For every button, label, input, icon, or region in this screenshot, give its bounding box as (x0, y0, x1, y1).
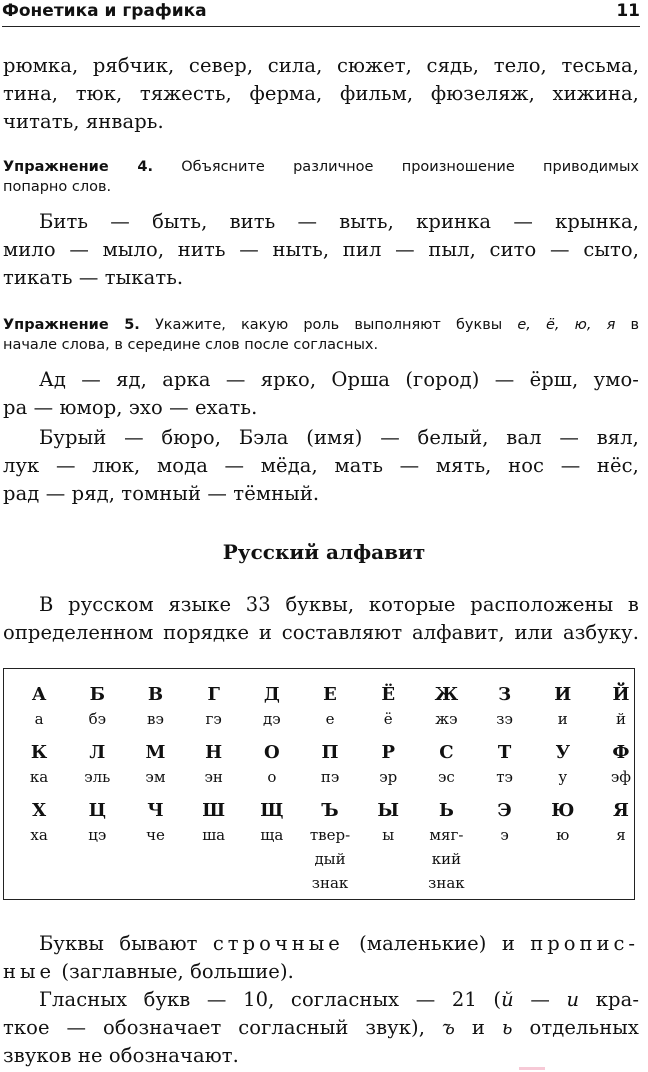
alphabet-letter-name: ё (383, 710, 393, 728)
alphabet-cell (68, 741, 126, 789)
alphabet-cell (10, 799, 68, 895)
exercise-5-words-1 (3, 366, 639, 422)
exercise-5-words-2 (3, 424, 639, 508)
word-line: читать, январь. (3, 110, 164, 133)
alphabet-letter: Ж (434, 684, 459, 705)
scan-mark (519, 1067, 545, 1070)
alphabet-letter-name: тэ (496, 768, 513, 786)
alphabet-letter: И (554, 684, 572, 705)
alphabet-cell (359, 683, 417, 731)
text-run: (маленькие) и (343, 932, 531, 955)
alphabet-cell (185, 741, 243, 789)
alphabet-letter-name: зэ (496, 710, 513, 728)
alphabet-letter: Ъ (321, 800, 339, 821)
alphabet-letter: Г (207, 684, 220, 705)
italic-letter: ъ (441, 1016, 456, 1039)
exercise-text: попарно слов. (3, 179, 112, 195)
alphabet-letter-name: эс (438, 768, 455, 786)
emphasis-lowercase: строчные (212, 932, 344, 955)
alphabet-grid (10, 683, 648, 895)
alphabet-cell (301, 799, 359, 895)
emphasis-uppercase: ные (3, 960, 56, 983)
word-line: лук — люк, мода — мёда, мать — мять, нос — нёс, (3, 454, 639, 477)
alphabet-cell (68, 799, 126, 895)
section-title: Русский алфавит (222, 540, 426, 564)
emphasis-uppercase: пропис- (530, 932, 639, 955)
alphabet-letter-name: бэ (88, 710, 106, 728)
paragraph-letter-case (3, 930, 639, 986)
text-run: (заглавные, большие). (55, 960, 294, 983)
running-header (2, 0, 640, 27)
alphabet-letter: Й (612, 684, 630, 705)
alphabet-cell (534, 683, 592, 731)
alphabet-cell (243, 741, 301, 789)
word-line: ра — юмор, эхо — ехать. (3, 396, 258, 419)
alphabet-letter-name: а (34, 710, 44, 728)
alphabet-letter: Ю (551, 800, 575, 821)
alphabet-letter: Щ (260, 800, 284, 821)
italic-letter: и (566, 988, 580, 1011)
italic-letter: й (501, 988, 514, 1011)
alphabet-cell (417, 799, 475, 895)
alphabet-letter: Ф (612, 742, 630, 763)
exercise-label: Упражнение 5. (3, 317, 140, 333)
alphabet-letter: Т (497, 742, 512, 763)
exercise-text: начале слова, в середине слов после согласных. (3, 337, 379, 353)
word-line: Ад — яд, арка — ярко, Орша (город) — ёрш, умо- (39, 368, 639, 391)
alphabet-letter-name: эф (610, 768, 632, 786)
alphabet-letter-name: эм (145, 768, 166, 786)
word-line: Бурый — бюро, Бэла (имя) — белый, вал — вял, (39, 426, 639, 449)
alphabet-letter: Л (89, 742, 106, 763)
alphabet-letter: М (145, 742, 166, 763)
alphabet-letter: Х (32, 800, 47, 821)
alphabet-letter: Ш (202, 800, 226, 821)
italic-letter: ь (501, 1016, 513, 1039)
word-line: тина, тюк, тяжесть, ферма, фильм, фюзеляж, хижина, (3, 82, 639, 105)
alphabet-cell (476, 683, 534, 731)
alphabet-letter: Е (323, 684, 337, 705)
alphabet-letter: Ц (88, 800, 106, 821)
alphabet-letter: Э (497, 800, 512, 821)
word-line: тикать — тыкать. (3, 266, 184, 289)
alphabet-letter-name: твер- дый знак (309, 826, 351, 892)
alphabet-cell (417, 741, 475, 789)
exercise-letters: е, ё, ю, я (517, 317, 616, 333)
alphabet-letter: Ё (381, 684, 396, 705)
alphabet-cell (534, 741, 592, 789)
alphabet-letter-name: ка (29, 768, 49, 786)
alphabet-letter-name: ха (30, 826, 48, 844)
alphabet-letter: У (555, 742, 571, 763)
alphabet-letter-name: эн (204, 768, 223, 786)
word-line: рюмка, рябчик, север, сила, сюжет, сядь, тело, тесьма, (3, 54, 639, 77)
exercise-text: Укажите, какую роль выполняют буквы (139, 317, 518, 333)
alphabet-table (3, 668, 635, 900)
alphabet-letter-name: е (325, 710, 335, 728)
alphabet-letter: К (30, 742, 48, 763)
alphabet-cell (68, 683, 126, 731)
alphabet-letter-name: и (557, 710, 568, 728)
text-line (3, 930, 639, 958)
alphabet-letter: Р (381, 742, 395, 763)
alphabet-cell (185, 799, 243, 895)
intro-line: В русском языке 33 буквы, которые расположены в (39, 593, 639, 616)
alphabet-letter: Ы (377, 800, 400, 821)
text-run: — (513, 988, 567, 1011)
alphabet-letter-name: эль (84, 768, 111, 786)
alphabet-cell (126, 741, 184, 789)
text-run: ткое — обозначает согласный звук), (3, 1016, 442, 1039)
exercise-label: Упражнение 4. (3, 159, 153, 175)
alphabet-letter: А (31, 684, 47, 705)
alphabet-cell (359, 741, 417, 789)
alphabet-cell (534, 799, 592, 895)
alphabet-cell (243, 799, 301, 895)
alphabet-cell (185, 683, 243, 731)
alphabet-letter-name: о (267, 768, 277, 786)
alphabet-letter: В (147, 684, 164, 705)
text-run: кра- (579, 988, 640, 1011)
alphabet-cell (243, 683, 301, 731)
text-run: отдельных (512, 1016, 640, 1039)
intro-line: определенном порядке и составляют алфавит, или азбуку. (3, 621, 639, 644)
alphabet-cell (592, 741, 648, 789)
alphabet-letter: Б (89, 684, 105, 705)
text-line (3, 986, 639, 1014)
alphabet-cell (592, 683, 648, 731)
exercise-4-instruction (3, 157, 639, 197)
text-run: Буквы бывают (39, 932, 213, 955)
alphabet-letter-name: й (615, 710, 626, 728)
alphabet-cell (359, 799, 417, 895)
alphabet-letter-name: дэ (263, 710, 281, 728)
alphabet-cell (476, 799, 534, 895)
alphabet-letter: О (264, 742, 280, 763)
alphabet-letter: Я (613, 800, 629, 821)
exercise-text: в (615, 317, 639, 333)
page-number: 11 (616, 1, 640, 21)
alphabet-letter-name: ща (260, 826, 284, 844)
alphabet-letter-name: пэ (320, 768, 340, 786)
alphabet-letter: П (321, 742, 339, 763)
alphabet-letter-name: ша (202, 826, 226, 844)
alphabet-letter: Д (263, 684, 280, 705)
word-line: мило — мыло, нить — ныть, пил — пыл, сито — сыто, (3, 238, 639, 261)
alphabet-letter-name: мяг- кий знак (428, 826, 465, 892)
alphabet-intro (3, 591, 639, 647)
word-list-top (3, 52, 639, 136)
alphabet-letter: Ь (438, 800, 454, 821)
alphabet-cell (10, 683, 68, 731)
alphabet-letter-name: э (500, 826, 509, 844)
alphabet-letter-name: ы (382, 826, 395, 844)
alphabet-letter-name: жэ (435, 710, 458, 728)
alphabet-cell (301, 683, 359, 731)
exercise-4-words (3, 208, 639, 292)
alphabet-letter-name: у (558, 768, 568, 786)
word-line: рад — ряд, томный — тёмный. (3, 482, 320, 505)
alphabet-cell (301, 741, 359, 789)
exercise-5-instruction (3, 315, 639, 355)
text-run: и (455, 1016, 502, 1039)
exercise-text: Объясните различное произношение приводимых (152, 159, 639, 175)
running-title: Фонетика и графика (2, 1, 207, 21)
alphabet-letter: Н (205, 742, 223, 763)
alphabet-letter: Ч (147, 800, 164, 821)
alphabet-cell (10, 741, 68, 789)
alphabet-cell (126, 683, 184, 731)
alphabet-letter-name: гэ (205, 710, 222, 728)
alphabet-cell (417, 683, 475, 731)
text-line (3, 958, 639, 986)
text-line: звуков не обозначают. (3, 1044, 239, 1067)
alphabet-cell (592, 799, 648, 895)
paragraph-vowels-consonants (3, 986, 639, 1070)
alphabet-letter-name: я (616, 826, 626, 844)
text-line (3, 1014, 639, 1042)
alphabet-letter-name: че (146, 826, 165, 844)
alphabet-letter: З (498, 684, 512, 705)
word-line: Бить — быть, вить — выть, кринка — крынка, (39, 210, 639, 233)
alphabet-letter-name: цэ (88, 826, 107, 844)
alphabet-letter-name: ю (556, 826, 570, 844)
alphabet-cell (126, 799, 184, 895)
alphabet-letter-name: эр (379, 768, 398, 786)
alphabet-letter: С (439, 742, 454, 763)
alphabet-cell (476, 741, 534, 789)
alphabet-letter-name: вэ (147, 710, 164, 728)
text-run: Гласных букв — 10, согласных — 21 ( (39, 988, 502, 1011)
